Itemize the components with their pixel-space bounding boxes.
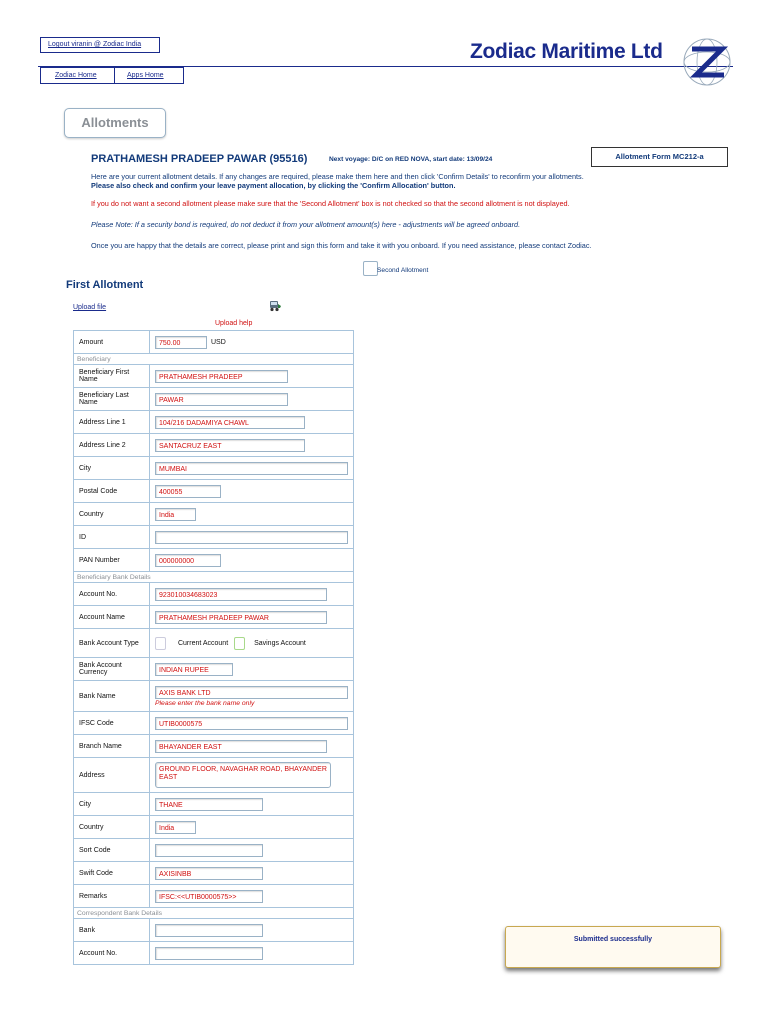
swift-cell — [150, 862, 354, 885]
account-no-cell — [150, 583, 354, 606]
section-correspondent — [74, 908, 354, 919]
remarks-input[interactable]: IFSC:<<UTIB0000575>> — [155, 890, 263, 903]
addr1-cell — [150, 411, 354, 434]
intro-text — [91, 172, 584, 190]
sort-code-cell — [150, 839, 354, 862]
account-currency-select[interactable]: INDIAN RUPEE — [155, 663, 233, 676]
zodiac-logo-icon — [682, 37, 732, 87]
second-allotment-label: Second Allotment — [377, 267, 429, 274]
addr2-label: Address Line 2 — [74, 434, 150, 457]
bank-city-input[interactable]: THANE — [155, 798, 263, 811]
intro-line-2: Please also check and confirm your leave payment allocation, by clicking the 'Confirm Allocation' button. — [91, 181, 456, 190]
upload-help-link[interactable]: Upload help — [215, 320, 253, 327]
bank-country-select[interactable]: India — [155, 821, 196, 834]
ifsc-cell — [150, 712, 354, 735]
account-currency-cell — [150, 658, 354, 681]
form-row-first-name — [74, 365, 354, 388]
form-row-corr-account — [74, 942, 354, 965]
account-no-input[interactable]: 923010034683023 — [155, 588, 327, 601]
second-allotment-checkbox[interactable] — [363, 261, 378, 276]
addr2-cell — [150, 434, 354, 457]
corr-bank-label: Bank — [74, 919, 150, 942]
addr1-label: Address Line 1 — [74, 411, 150, 434]
form-row-amount — [74, 331, 354, 354]
account-name-label: Account Name — [74, 606, 150, 629]
form-row-account-name — [74, 606, 354, 629]
country-cell — [150, 503, 354, 526]
form-row-account-no — [74, 583, 354, 606]
account-type-label: Bank Account Type — [74, 629, 150, 658]
first-name-label: Beneficiary First Name — [74, 365, 150, 388]
section-bank-label: Beneficiary Bank Details — [74, 572, 354, 583]
remarks-cell — [150, 885, 354, 908]
form-row-account-type — [74, 629, 354, 658]
last-name-input[interactable]: PAWAR — [155, 393, 288, 406]
savings-account-radio[interactable] — [234, 637, 245, 650]
bank-city-label: City — [74, 793, 150, 816]
amount-input[interactable]: 750.00 — [155, 336, 207, 349]
bank-city-cell — [150, 793, 354, 816]
account-name-input[interactable]: PRATHAMESH PRADEEP PAWAR — [155, 611, 327, 624]
postal-cell — [150, 480, 354, 503]
address-label: Address — [74, 758, 150, 793]
swift-input[interactable]: AXISINBB — [155, 867, 263, 880]
form-row-address — [74, 758, 354, 793]
city-label: City — [74, 457, 150, 480]
account-no-label: Account No. — [74, 583, 150, 606]
postal-label: Postal Code — [74, 480, 150, 503]
first-name-input[interactable]: PRATHAMESH PRADEEP — [155, 370, 288, 383]
current-account-label: Current Account — [177, 639, 229, 647]
ifsc-label: IFSC Code — [74, 712, 150, 735]
form-row-addr1 — [74, 411, 354, 434]
section-beneficiary — [74, 354, 354, 365]
remarks-label: Remarks — [74, 885, 150, 908]
savings-account-label: Savings Account — [254, 639, 306, 647]
amount-label: Amount — [74, 331, 150, 354]
upload-file-link[interactable]: Upload file — [73, 304, 107, 311]
form-row-bank-name — [74, 681, 354, 712]
form-row-last-name — [74, 388, 354, 411]
form-row-remarks — [74, 885, 354, 908]
branch-cell — [150, 735, 354, 758]
sort-code-label: Sort Code — [74, 839, 150, 862]
last-name-cell — [150, 388, 354, 411]
print-sign-note: Once you are happy that the details are correct, please print and sign this form and take it with you onboard. If you need assistance, please contact Zodiac. — [91, 241, 592, 250]
ifsc-input[interactable]: UTIB0000575 — [155, 717, 348, 730]
account-currency-label: Bank Account Currency — [74, 658, 150, 681]
account-name-cell — [150, 606, 354, 629]
id-input[interactable] — [155, 531, 348, 544]
id-label: ID — [74, 526, 150, 549]
id-cell — [150, 526, 354, 549]
current-account-radio[interactable] — [155, 637, 166, 650]
bank-name-input[interactable]: AXIS BANK LTD — [155, 686, 348, 699]
addr2-input[interactable]: SANTACRUZ EAST — [155, 439, 305, 452]
sort-code-input[interactable] — [155, 844, 263, 857]
section-bank — [74, 572, 354, 583]
corr-bank-input[interactable] — [155, 924, 263, 937]
amount-cell — [150, 331, 354, 354]
country-select[interactable]: India — [155, 508, 196, 521]
address-cell — [150, 758, 354, 793]
bank-name-cell — [150, 681, 354, 712]
brand-title: Zodiac Maritime Ltd — [470, 40, 663, 63]
first-allotment-form — [73, 330, 354, 965]
form-row-country — [74, 503, 354, 526]
form-row-pan — [74, 549, 354, 572]
address-textarea[interactable]: GROUND FLOOR, NAVAGHAR ROAD, BHAYANDER EAST — [155, 762, 331, 788]
nav-apps-home[interactable]: Apps Home — [127, 72, 164, 79]
success-toast — [505, 926, 721, 968]
form-row-branch — [74, 735, 354, 758]
bank-country-label: Country — [74, 816, 150, 839]
pan-cell — [150, 549, 354, 572]
city-input[interactable]: MUMBAI — [155, 462, 348, 475]
section-correspondent-label: Correspondent Bank Details — [74, 908, 354, 919]
branch-input[interactable]: BHAYANDER EAST — [155, 740, 327, 753]
security-bond-note: Please Note: If a security bond is required, do not deduct it from your allotment amount(s) here - adjustments will be agreed onboard. — [91, 220, 521, 229]
pan-label: PAN Number — [74, 549, 150, 572]
addr1-input[interactable]: 104/216 DADAMIYA CHAWL — [155, 416, 305, 429]
last-name-label: Beneficiary Last Name — [74, 388, 150, 411]
allotment-form-label: Allotment Form MC212-a — [591, 147, 728, 167]
form-row-sort-code — [74, 839, 354, 862]
intro-line-1: Here are your current allotment details. If any changes are required, please make them here and then click 'Confirm Details' to reconfirm your allotments. — [91, 172, 584, 181]
toast-message: Submitted successfully — [573, 936, 653, 943]
nav-bar — [40, 67, 184, 84]
bank-name-hint: Please enter the bank name only — [155, 699, 255, 707]
logout-box — [40, 37, 160, 53]
person-name: PRATHAMESH PRADEEP PAWAR (95516) — [91, 153, 308, 165]
swift-label: Swift Code — [74, 862, 150, 885]
country-label: Country — [74, 503, 150, 526]
account-type-cell — [150, 629, 354, 658]
tab-allotments[interactable]: Allotments — [64, 108, 166, 138]
first-allotment-heading: First Allotment — [66, 279, 144, 291]
corr-account-input[interactable] — [155, 947, 263, 960]
form-row-ifsc — [74, 712, 354, 735]
corr-bank-cell — [150, 919, 354, 942]
form-row-city — [74, 457, 354, 480]
second-allotment-warning: If you do not want a second allotment please make sure that the 'Second Allotment' box is not checked so that the second allotment is not displayed. — [91, 199, 570, 208]
logout-link[interactable]: Logout viranin @ Zodiac India — [48, 41, 142, 48]
pan-input[interactable]: 000000000 — [155, 554, 221, 567]
form-row-bank-city — [74, 793, 354, 816]
form-row-bank-country — [74, 816, 354, 839]
form-row-addr2 — [74, 434, 354, 457]
form-row-postal — [74, 480, 354, 503]
next-voyage: Next voyage: D/C on RED NOVA, start date: 13/09/24 — [329, 156, 493, 163]
first-name-cell — [150, 365, 354, 388]
nav-zodiac-home[interactable]: Zodiac Home — [55, 72, 97, 79]
form-row-account-currency — [74, 658, 354, 681]
nav-divider — [114, 68, 115, 83]
bank-name-label: Bank Name — [74, 681, 150, 712]
corr-account-label: Account No. — [74, 942, 150, 965]
corr-account-cell — [150, 942, 354, 965]
upload-vehicle-icon[interactable] — [268, 300, 282, 312]
branch-label: Branch Name — [74, 735, 150, 758]
postal-input[interactable]: 400055 — [155, 485, 221, 498]
form-row-id — [74, 526, 354, 549]
city-cell — [150, 457, 354, 480]
form-row-swift — [74, 862, 354, 885]
currency-label: USD — [211, 338, 226, 346]
bank-country-cell — [150, 816, 354, 839]
section-beneficiary-label: Beneficiary — [74, 354, 354, 365]
form-row-corr-bank — [74, 919, 354, 942]
